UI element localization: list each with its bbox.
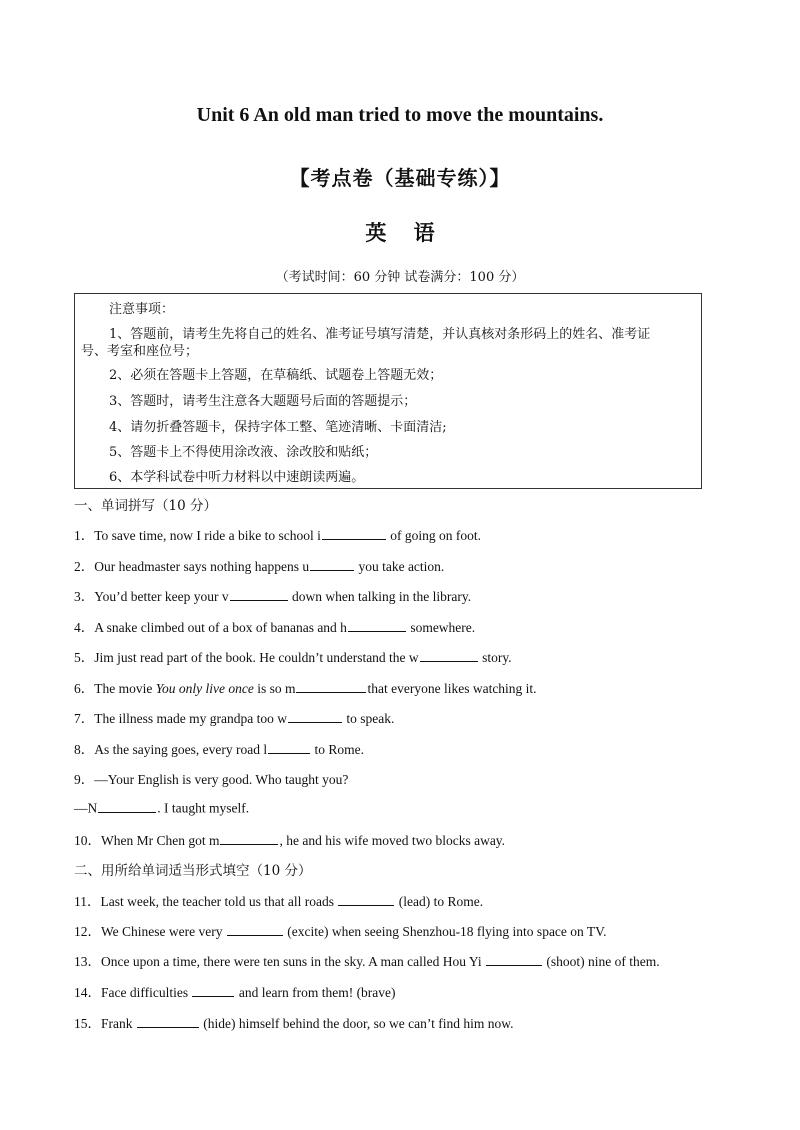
notice-item-3: 3、答题时，请考生注意各大题题号后面的答题提示； — [109, 394, 417, 409]
question-4: 4．A snake climbed out of a box of bananas and h somewhere. — [74, 616, 475, 636]
question-3: 3．You’d better keep your v down when talking in the library. — [74, 585, 471, 605]
answer-blank[interactable] — [310, 557, 354, 572]
answer-blank[interactable] — [98, 798, 156, 813]
notice-item-1: 1、答题前，请考生先将自己的姓名、准考证号填写清楚，并认真核对条形码上的姓名、准考证 — [109, 327, 651, 342]
question-7: 7．The illness made my grandpa too w to speak. — [74, 707, 394, 727]
notice-item-5: 5、答题卡上不得使用涂改液、涂改胶和贴纸； — [109, 445, 378, 460]
answer-blank[interactable] — [348, 618, 406, 633]
answer-blank[interactable] — [420, 648, 478, 663]
question-8: 8．As the saying goes, every road l to Rome. — [74, 738, 364, 758]
question-9-answer: —N . I taught myself. — [74, 798, 249, 817]
question-6: 6．The movie You only live once is so m that everyone likes watching it. — [74, 677, 537, 697]
page-title: Unit 6 An old man tried to move the mountains. — [196, 104, 604, 126]
notice-item-1-cont: 号、考室和座位号； — [81, 344, 199, 359]
subject-heading: 英 语 — [365, 220, 445, 245]
answer-blank[interactable] — [486, 952, 542, 967]
question-10: 10．When Mr Chen got m , he and his wife moved two blocks away. — [74, 829, 505, 849]
question-5: 5．Jim just read part of the book. He couldn’t understand the w story. — [74, 646, 512, 666]
question-9: 9．—Your English is very good. Who taught you? — [74, 772, 349, 787]
notice-item-2: 2、必须在答题卡上答题，在草稿纸、试题卷上答题无效； — [109, 368, 443, 383]
answer-blank[interactable] — [220, 831, 278, 846]
question-2: 2．Our headmaster says nothing happens u you take action. — [74, 555, 444, 575]
answer-blank[interactable] — [288, 709, 342, 724]
subtitle: 【考点卷（基础专练）】 — [289, 166, 511, 190]
question-11: 11．Last week, the teacher told us that all roads (lead) to Rome. — [74, 890, 483, 910]
question-15: 15．Frank (hide) himself behind the door, so we can’t find him now. — [74, 1012, 514, 1032]
answer-blank[interactable] — [338, 892, 394, 907]
notice-item-4: 4、请勿折叠答题卡，保持字体工整、笔迹清晰、卡面清洁; — [109, 420, 447, 435]
question-13: 13．Once upon a time, there were ten suns in the sky. A man called Hou Yi (shoot) nine of them. — [74, 950, 660, 970]
answer-blank[interactable] — [137, 1014, 199, 1029]
notice-heading: 注意事项： — [109, 302, 175, 317]
answer-blank[interactable] — [296, 679, 366, 694]
answer-blank[interactable] — [230, 587, 288, 602]
section-1-heading: 一、单词拼写（10 分） — [74, 498, 217, 514]
answer-blank[interactable] — [268, 740, 310, 755]
question-12: 12．We Chinese were very (excite) when seeing Shenzhou-18 flying into space on TV. — [74, 920, 607, 940]
question-1: 1．To save time, now I ride a bike to school i of going on foot. — [74, 524, 481, 544]
exam-info: （考试时间：60 分钟 试卷满分：100 分） — [275, 270, 525, 285]
section-2-heading: 二、用所给单词适当形式填空（10 分） — [74, 863, 312, 879]
question-14: 14．Face difficulties and learn from them! (brave) — [74, 981, 396, 1001]
answer-blank[interactable] — [227, 922, 283, 937]
notice-box — [74, 293, 702, 489]
answer-blank[interactable] — [322, 526, 386, 541]
movie-title: You only live once — [155, 681, 254, 696]
notice-item-6: 6、本学科试卷中听力材料以中速朗读两遍。 — [109, 470, 365, 485]
answer-blank[interactable] — [192, 983, 234, 998]
